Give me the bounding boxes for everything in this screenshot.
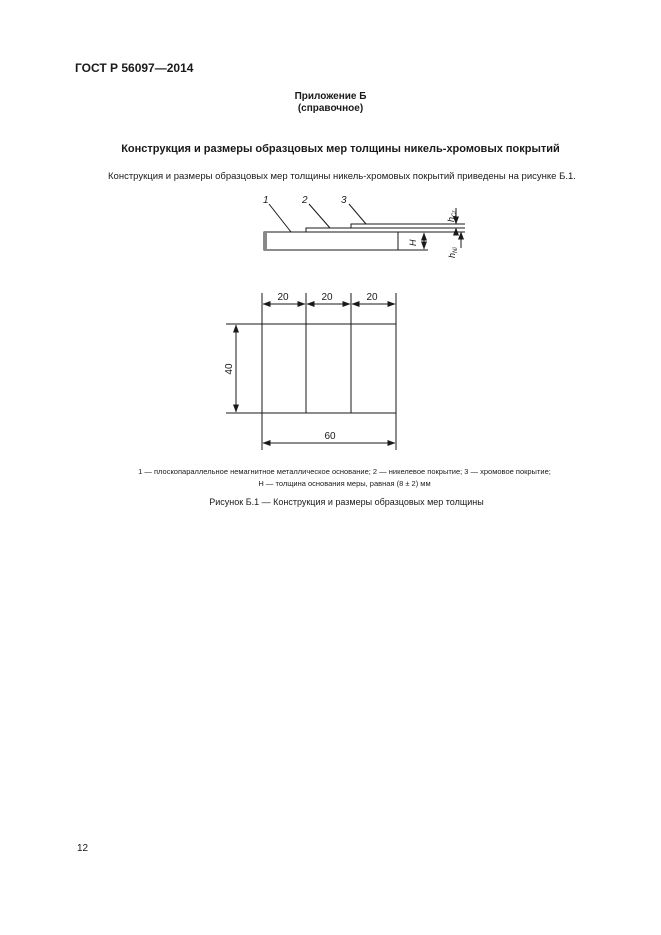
label-H: H	[408, 239, 418, 246]
callout-leader-2	[309, 204, 330, 228]
callout-leader-1	[269, 204, 291, 232]
label-h-cr: h	[446, 216, 456, 222]
callout-1: 1	[263, 195, 269, 206]
cross-section-view	[264, 204, 465, 250]
nickel-layer-outline	[306, 228, 398, 232]
label-h-ni-sub: Ni	[453, 247, 459, 253]
standard-number: ГОСТ Р 56097—2014	[75, 61, 194, 75]
figure-caption: Рисунок Б.1 — Конструкция и размеры образцовых мер толщины	[209, 497, 484, 507]
page-number: 12	[77, 843, 89, 854]
dim-total: 60	[324, 431, 336, 442]
appendix-subtitle: (справочное)	[297, 103, 364, 114]
section-heading: Конструкция и размеры образцовых мер толщины никель-хромовых покрытий	[121, 143, 560, 155]
base-plate-hatch	[264, 232, 267, 250]
dim-w3: 20	[366, 292, 378, 303]
callout-3: 3	[341, 195, 347, 206]
appendix-title: Приложение Б	[294, 91, 367, 102]
callout-leader-3	[349, 204, 366, 224]
intro-paragraph: Конструкция и размеры образцовых мер толщины никель-хромовых покрытий приведены на рисунке Б.1.	[108, 171, 576, 182]
callout-2: 2	[302, 195, 308, 206]
plate-rectangle	[262, 324, 396, 413]
plan-view	[226, 293, 396, 450]
label-h-cr-sub: Cr	[452, 210, 458, 217]
label-h-ni: h	[447, 252, 457, 258]
dim-w1: 20	[277, 292, 289, 303]
dim-height: 40	[224, 363, 235, 375]
dim-height-group	[224, 363, 235, 375]
dim-w2: 20	[321, 292, 333, 303]
chromium-layer-outline	[351, 224, 398, 228]
figure-legend-line-1: 1 — плоскопараллельное немагнитное металлическое основание; 2 — никелевое покрытие; 3 — хромовое покрытие;	[138, 467, 551, 476]
label-h-ni-group	[447, 247, 459, 258]
figure-legend-line-2: H — толщина основания меры, равная (8 ± 2) мм	[258, 479, 431, 488]
svg-text:hNi	[447, 247, 459, 258]
label-H-group	[408, 239, 418, 246]
base-plate-outline	[264, 232, 398, 250]
